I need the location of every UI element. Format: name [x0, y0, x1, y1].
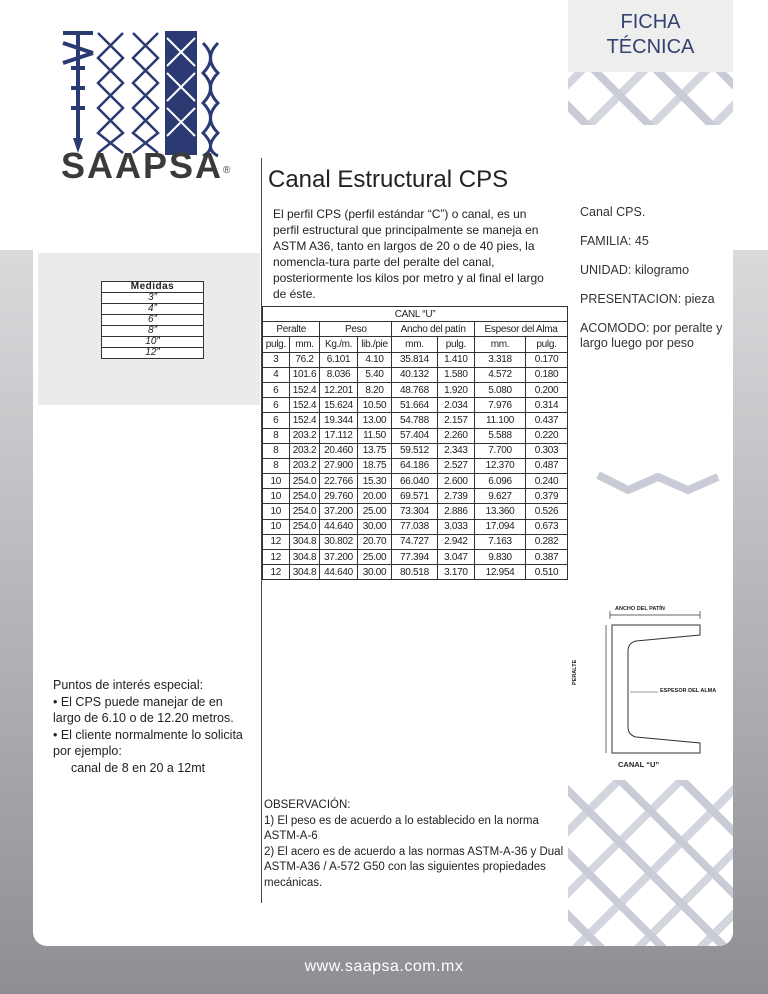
table-cell: 254.0 — [289, 489, 320, 504]
table-cell: 2.600 — [437, 474, 474, 489]
brand-name: SAAPSA — [61, 145, 224, 186]
table-cell: 0.510 — [526, 565, 568, 580]
decorative-pattern-column — [568, 0, 733, 946]
puntos-bullet-2: • El cliente normalmente lo solicita por ejemplo: — [53, 727, 243, 758]
table-cell: 4 — [263, 367, 290, 382]
table-cell: 1.580 — [437, 367, 474, 382]
unit-header: lib./pie — [357, 337, 392, 352]
group-header-peso: Peso — [320, 322, 392, 337]
obs-line-1: 1) El peso es de acuerdo a lo establecido en la norma ASTM-A-6 — [264, 814, 539, 842]
table-cell: 0.303 — [526, 443, 568, 458]
group-header-ancho: Ancho del patín — [392, 322, 475, 337]
wave-graphic — [568, 455, 733, 595]
table-cell: 77.038 — [392, 519, 437, 534]
medidas-table — [101, 281, 204, 359]
table-cell: 0.240 — [526, 474, 568, 489]
table-cell: 5.588 — [475, 428, 526, 443]
info-familia: FAMILIA: 45 — [580, 234, 649, 248]
ficha-line2: TÉCNICA — [606, 36, 695, 58]
table-cell: 6.101 — [320, 352, 357, 367]
table-cell: 44.640 — [320, 519, 357, 534]
table-cell: 11.100 — [475, 413, 526, 428]
table-cell: 254.0 — [289, 504, 320, 519]
table-cell: 3.318 — [475, 352, 526, 367]
table-cell: 9.627 — [475, 489, 526, 504]
puntos-example: canal de 8 en 20 a 12mt — [71, 760, 206, 775]
table-row — [263, 428, 568, 443]
table-cell: 20.460 — [320, 443, 357, 458]
table-cell: 0.200 — [526, 382, 568, 397]
table-cell: 12 — [263, 550, 290, 565]
table-cell: 203.2 — [289, 458, 320, 473]
table-cell: 13.00 — [357, 413, 392, 428]
table-cell: 0.170 — [526, 352, 568, 367]
info-presentacion: PRESENTACION: pieza — [580, 292, 715, 306]
table-cell: 6 — [263, 398, 290, 413]
medida-row: 4” — [102, 304, 204, 315]
table-cell: 203.2 — [289, 443, 320, 458]
table-cell: 77.394 — [392, 550, 437, 565]
table-cell: 19.344 — [320, 413, 357, 428]
table-cell: 3.047 — [437, 550, 474, 565]
table-cell: 3.033 — [437, 519, 474, 534]
table-cell: 2.343 — [437, 443, 474, 458]
table-cell: 17.094 — [475, 519, 526, 534]
table-cell: 10 — [263, 489, 290, 504]
table-cell: 20.00 — [357, 489, 392, 504]
ficha-line1: FICHA — [620, 11, 681, 33]
table-cell: 30.802 — [320, 534, 357, 549]
table-cell: 2.157 — [437, 413, 474, 428]
table-cell: 9.830 — [475, 550, 526, 565]
unit-header: Kg./m. — [320, 337, 357, 352]
table-cell: 2.034 — [437, 398, 474, 413]
table-cell: 2.886 — [437, 504, 474, 519]
footer-website[interactable]: www.saapsa.com.mx — [304, 958, 464, 975]
table-cell: 25.00 — [357, 504, 392, 519]
table-cell: 80.518 — [392, 565, 437, 580]
table-cell: 2.260 — [437, 428, 474, 443]
table-cell: 2.739 — [437, 489, 474, 504]
table-cell: 27.900 — [320, 458, 357, 473]
table-cell: 4.10 — [357, 352, 392, 367]
table-cell: 54.788 — [392, 413, 437, 428]
table-cell: 0.180 — [526, 367, 568, 382]
table-cell: 10.50 — [357, 398, 392, 413]
puntos-interes — [53, 677, 253, 776]
table-cell: 69.571 — [392, 489, 437, 504]
table-cell: 15.30 — [357, 474, 392, 489]
medida-row: 12” — [102, 348, 204, 359]
table-cell: 22.766 — [320, 474, 357, 489]
table-row — [263, 474, 568, 489]
table-cell: 35.814 — [392, 352, 437, 367]
table-cell: 152.4 — [289, 413, 320, 428]
unit-header: mm. — [475, 337, 526, 352]
table-row — [263, 504, 568, 519]
table-cell: 0.220 — [526, 428, 568, 443]
table-cell: 13.360 — [475, 504, 526, 519]
table-row — [263, 550, 568, 565]
table-cell: 0.673 — [526, 519, 568, 534]
table-cell: 37.200 — [320, 550, 357, 565]
units-row — [263, 337, 568, 352]
group-header-espesor: Espesor del Alma — [475, 322, 568, 337]
intro-paragraph: El perfil CPS (perfil estándar “C”) o canal, es un perfil estructural que principalmente se maneja en ASTM A36, tanto en largos de 20 o de 40 pies, la nomencla-tura parte del peralte del canal, posteriormente los kilos por metro y al final el largo de éste. — [273, 207, 544, 301]
table-cell: 20.70 — [357, 534, 392, 549]
unit-header: mm. — [289, 337, 320, 352]
info-acomodo: ACOMODO: por peralte y largo luego por peso — [580, 321, 723, 350]
canal-table-body — [263, 352, 568, 580]
table-cell: 11.50 — [357, 428, 392, 443]
channel-diagram — [568, 595, 733, 780]
table-cell: 0.487 — [526, 458, 568, 473]
table-cell: 0.526 — [526, 504, 568, 519]
unit-header: pulg. — [437, 337, 474, 352]
table-cell: 152.4 — [289, 382, 320, 397]
table-cell: 101.6 — [289, 367, 320, 382]
table-cell: 5.40 — [357, 367, 392, 382]
table-cell: 3.170 — [437, 565, 474, 580]
table-cell: 76.2 — [289, 352, 320, 367]
product-info-panel — [568, 125, 733, 455]
table-cell: 6 — [263, 413, 290, 428]
puntos-bullet-1: • El CPS puede manejar de en largo de 6.10 o de 12.20 metros. — [53, 694, 234, 725]
table-cell: 2.527 — [437, 458, 474, 473]
table-cell: 304.8 — [289, 565, 320, 580]
table-cell: 2.942 — [437, 534, 474, 549]
table-cell: 3 — [263, 352, 290, 367]
table-cell: 73.304 — [392, 504, 437, 519]
diagram-caption: CANAL “U” — [618, 760, 660, 769]
table-cell: 15.624 — [320, 398, 357, 413]
table-cell: 66.040 — [392, 474, 437, 489]
table-cell: 0.379 — [526, 489, 568, 504]
table-cell: 18.75 — [357, 458, 392, 473]
table-cell: 8.20 — [357, 382, 392, 397]
table-cell: 12.201 — [320, 382, 357, 397]
observacion-block — [264, 798, 564, 891]
table-row — [263, 398, 568, 413]
table-cell: 12.954 — [475, 565, 526, 580]
table-cell: 51.664 — [392, 398, 437, 413]
registered-mark: ® — [223, 165, 231, 176]
info-unidad: UNIDAD: kilogramo — [580, 263, 690, 277]
table-cell: 254.0 — [289, 519, 320, 534]
table-cell: 8 — [263, 443, 290, 458]
table-row — [263, 489, 568, 504]
table-cell: 64.186 — [392, 458, 437, 473]
table-cell: 1.920 — [437, 382, 474, 397]
table-cell: 304.8 — [289, 550, 320, 565]
medida-row: 6” — [102, 315, 204, 326]
table-cell: 0.437 — [526, 413, 568, 428]
table-row — [263, 413, 568, 428]
table-cell: 4.572 — [475, 367, 526, 382]
medida-row: 3” — [102, 293, 204, 304]
table-cell: 0.314 — [526, 398, 568, 413]
table-cell: 5.080 — [475, 382, 526, 397]
table-cell: 7.163 — [475, 534, 526, 549]
table-cell: 7.976 — [475, 398, 526, 413]
page-card — [33, 0, 733, 946]
canal-data-table — [262, 306, 568, 580]
diagram-ancho-label: ANCHO DEL PATÍN — [615, 606, 665, 612]
info-nombre: Canal CPS. — [580, 205, 646, 219]
table-cell: 7.700 — [475, 443, 526, 458]
table-cell: 10 — [263, 474, 290, 489]
page-title: Canal Estructural CPS — [268, 166, 509, 193]
puntos-heading: Puntos de interés especial: — [53, 678, 204, 692]
table-cell: 0.387 — [526, 550, 568, 565]
table-cell: 37.200 — [320, 504, 357, 519]
table-cell: 6.096 — [475, 474, 526, 489]
table-cell: 40.132 — [392, 367, 437, 382]
table-cell: 254.0 — [289, 474, 320, 489]
unit-header: pulg. — [263, 337, 290, 352]
diagram-peralte-label: PERALTE — [572, 659, 578, 685]
table-cell: 48.768 — [392, 382, 437, 397]
obs-heading: OBSERVACIÓN: — [264, 799, 351, 811]
medida-row: 8” — [102, 326, 204, 337]
group-header-peralte: Peralte — [263, 322, 320, 337]
table-row — [263, 534, 568, 549]
table-cell: 0.282 — [526, 534, 568, 549]
table-cell: 12 — [263, 534, 290, 549]
table-cell: 152.4 — [289, 398, 320, 413]
table-cell: 8 — [263, 428, 290, 443]
table-cell: 30.00 — [357, 519, 392, 534]
table-cell: 74.727 — [392, 534, 437, 549]
table-cell: 10 — [263, 504, 290, 519]
table-cell: 12 — [263, 565, 290, 580]
table-cell: 203.2 — [289, 428, 320, 443]
table-cell: 12.370 — [475, 458, 526, 473]
obs-line-2: 2) El acero es de acuerdo a las normas ASTM-A-36 y Dual ASTM-A36 / A-572 G50 con las siguientes propiedades mecánicas. — [264, 845, 564, 889]
table-row — [263, 519, 568, 534]
table-row — [263, 382, 568, 397]
table-row — [263, 565, 568, 580]
table-cell: 29.760 — [320, 489, 357, 504]
table-caption: CANL “U” — [263, 307, 568, 322]
table-cell: 304.8 — [289, 534, 320, 549]
table-cell: 59.512 — [392, 443, 437, 458]
ficha-tecnica-badge — [568, 0, 733, 72]
table-cell: 25.00 — [357, 550, 392, 565]
table-cell: 8 — [263, 458, 290, 473]
table-cell: 57.404 — [392, 428, 437, 443]
medida-row: 10” — [102, 337, 204, 348]
medidas-header: Medidas — [102, 282, 204, 293]
table-row — [263, 352, 568, 367]
table-cell: 8.036 — [320, 367, 357, 382]
table-cell: 10 — [263, 519, 290, 534]
wave-decoration — [568, 455, 733, 595]
unit-header: mm. — [392, 337, 437, 352]
table-cell: 44.640 — [320, 565, 357, 580]
table-row — [263, 367, 568, 382]
table-row — [263, 443, 568, 458]
unit-header: pulg. — [526, 337, 568, 352]
table-cell: 13.75 — [357, 443, 392, 458]
table-cell: 17.112 — [320, 428, 357, 443]
table-cell: 30.00 — [357, 565, 392, 580]
table-row — [263, 458, 568, 473]
table-cell: 6 — [263, 382, 290, 397]
diagram-espesor-label: ESPESOR DEL ALMA — [660, 688, 717, 694]
table-cell: 1.410 — [437, 352, 474, 367]
